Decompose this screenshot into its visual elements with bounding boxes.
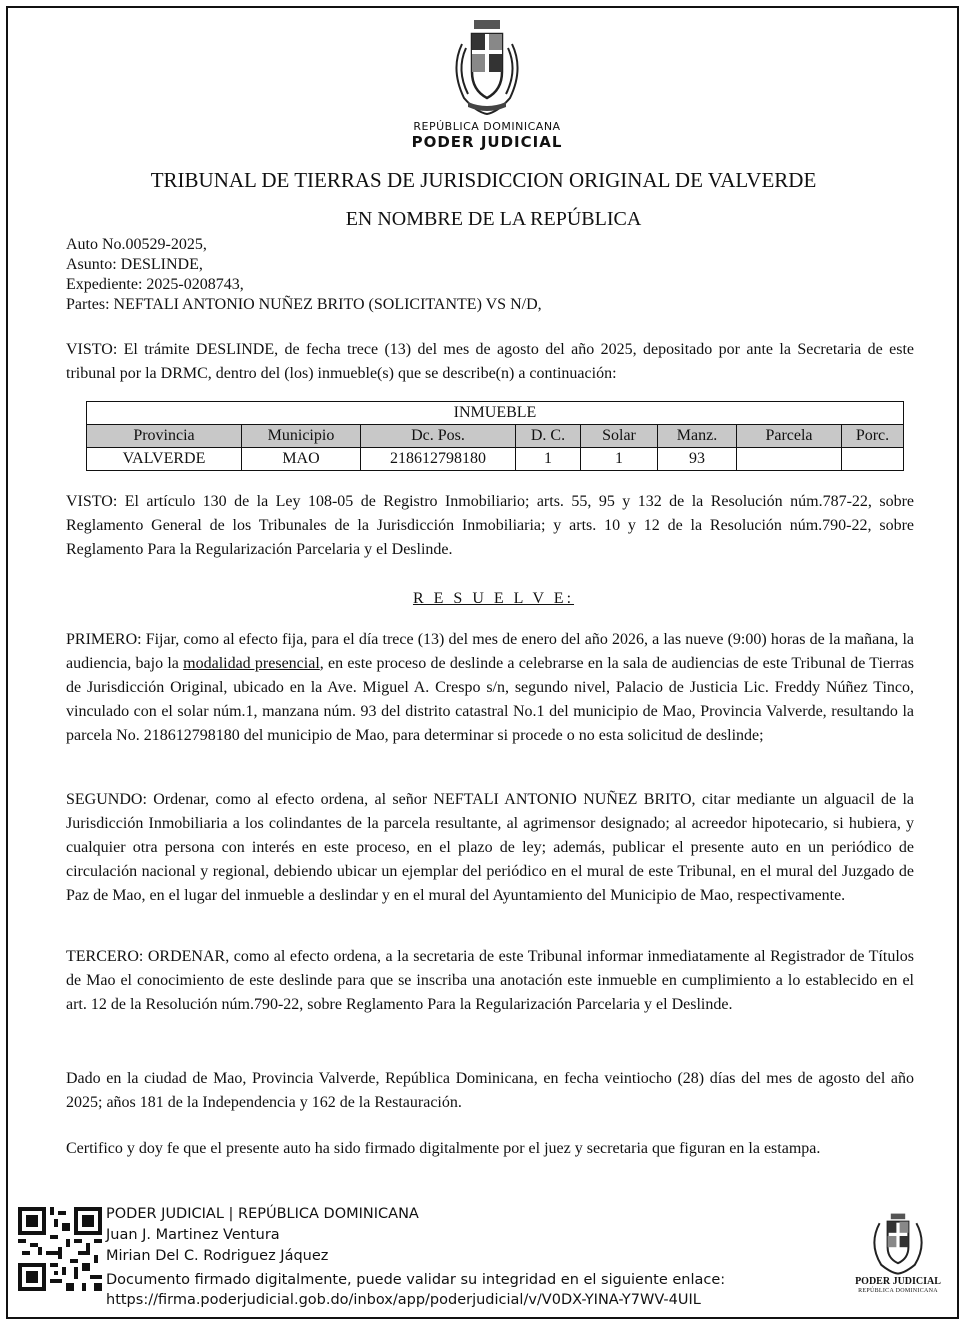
table-cell: 1	[516, 448, 581, 471]
certifico-paragraph: Certifico y doy fe que el presente auto ha sido firmado digitalmente por el juez y secretaria que figuran en la estampa.	[66, 1140, 821, 1157]
footer-seal-country: REPÚBLICA DOMINICANA	[858, 1288, 938, 1294]
auto-number: Auto No.00529-2025,	[66, 236, 207, 253]
validation-link[interactable]: https://firma.poderjudicial.gob.do/inbox/app/poderjudicial/v/V0DX-YINA-Y7WV-4UIL	[106, 1292, 701, 1308]
primero-modalidad: modalidad presencial	[183, 655, 320, 672]
dado-paragraph: Dado en la ciudad de Mao, Provincia Valverde, República Dominicana, en fecha veintiocho (28) días del mes de agosto del año 2025; años 181 de la Independencia y 162 de la Restauración.	[66, 1070, 914, 1111]
signature-notice: Documento firmado digitalmente, puede validar su integridad en el siguiente enlace:	[106, 1272, 726, 1288]
document-title: TRIBUNAL DE TIERRAS DE JURISDICCION ORIGINAL DE VALVERDE	[150, 168, 817, 192]
inmueble-table	[86, 401, 904, 471]
table-header-cell: Manz.	[658, 425, 737, 448]
case-meta	[66, 235, 542, 315]
coat-of-arms-icon	[862, 1212, 934, 1276]
asunto: Asunto: DESLINDE,	[66, 256, 203, 273]
expediente: Expediente: 2025-0208743,	[66, 276, 244, 293]
table-cell: VALVERDE	[87, 448, 242, 471]
partes: Partes: NEFTALI ANTONIO NUÑEZ BRITO (SOLICITANTE) VS N/D,	[66, 296, 542, 313]
table-header-row	[87, 425, 904, 448]
signer-judge: Juan J. Martinez Ventura	[106, 1227, 280, 1243]
table-header-cell: Porc.	[842, 425, 904, 448]
table-row	[87, 448, 904, 471]
coat-of-arms-icon	[442, 14, 532, 120]
segundo-paragraph: SEGUNDO: Ordenar, como al efecto ordena, al señor NEFTALI ANTONIO NUÑEZ BRITO, citar mediante un alguacil de la Jurisdicción Inmobiliaria a los colindantes de la parcela resultante, al agrimensor designado; al acreedor hipotecario, si hubiera, y cualquier otra persona con interés en este proceso, en el plazo de ley; además, publicar el presente auto en un periódico de circulación nacional y regional, debiendo ubicar un ejemplar del periódico en el mural de este Tribunal, en el mural del Juzgado de Paz de Mao, en el lugar del inmueble a deslindar y en el mural del Ayuntamiento del Municipio de Mao, respectivamente.	[66, 791, 914, 904]
table-cell	[737, 448, 842, 471]
table-header-cell: D. C.	[516, 425, 581, 448]
org-country: REPÚBLICA DOMINICANA	[413, 120, 561, 133]
table-cell: MAO	[242, 448, 361, 471]
table-header-cell: Municipio	[242, 425, 361, 448]
table-caption: INMUEBLE	[87, 402, 904, 425]
org-name: PODER JUDICIAL	[411, 133, 563, 151]
visto-paragraph-2: VISTO: El artículo 130 de la Ley 108-05 de Registro Inmobiliario; arts. 55, 95 y 132 de la Resolución núm.787-22, sobre Reglamento General de los Tribunales de la Jurisdicción Inmobiliaria; y arts. 10 y 12 de la Resolución núm.790-22, sobre Reglamento Para la Regularización Parcelaria y el Deslinde.	[66, 493, 914, 558]
primero-text-start: PRIMERO: Fijar, como al efecto fija, para el día trece (13) del mes de enero del año 2026, a las nueve (9:00) horas de la mañana, la audiencia, bajo la	[66, 631, 914, 672]
primero-paragraph	[66, 628, 914, 748]
tercero-paragraph: TERCERO: ORDENAR, como al efecto ordena, a la secretaria de este Tribunal informar inmediatamente al Registrador de Títulos de Mao el conocimiento de este deslinde para que se inscriba una anotación este inmueble en cumplimiento a lo establecido en el art. 12 de la Resolución núm.790-22, sobre Reglamento Para la Regularización Parcelaria y el Deslinde.	[66, 948, 914, 1013]
table-cell: 218612798180	[361, 448, 516, 471]
signature-org: PODER JUDICIAL | REPÚBLICA DOMINICANA	[106, 1206, 419, 1222]
table-header-cell: Provincia	[87, 425, 242, 448]
table-header-cell: Parcela	[737, 425, 842, 448]
visto-paragraph-1: VISTO: El trámite DESLINDE, de fecha trece (13) del mes de agosto del año 2025, depositado por ante la Secretaria de este tribunal por la DRMC, dentro del (los) inmueble(s) que se describe(n) a continuación:	[66, 341, 914, 382]
resuelve-heading: R E S U E L V E:	[412, 590, 575, 607]
primero-text-end: , en este proceso de deslinde a celebrarse en la sala de audiencias de este Tribunal de Tierras de Jurisdicción Original, ubicado en la Ave. Miguel A. Crespo s/n, segundo nivel, Palacio de Justicia Lic. Freddy Núñez Tinco, vinculado con el solar núm.1, manzana núm. 93 del distrito catastral No.1 del municipio de Mao, Provincia Valverde, resultando la parcela No. 218612798180 del municipio de Mao, para determinar si procede o no esta solicitud de deslinde;	[66, 655, 915, 744]
table-cell	[842, 448, 904, 471]
table-header-cell: Dc. Pos.	[361, 425, 516, 448]
document-subtitle: EN NOMBRE DE LA REPÚBLICA	[345, 208, 642, 230]
table-cell: 93	[658, 448, 737, 471]
table-cell: 1	[581, 448, 658, 471]
signer-secretary: Mirian Del C. Rodriguez Jáquez	[106, 1248, 329, 1264]
footer-seal-name: PODER JUDICIAL	[855, 1276, 941, 1287]
qr-code-icon	[18, 1207, 102, 1291]
table-header-cell: Solar	[581, 425, 658, 448]
